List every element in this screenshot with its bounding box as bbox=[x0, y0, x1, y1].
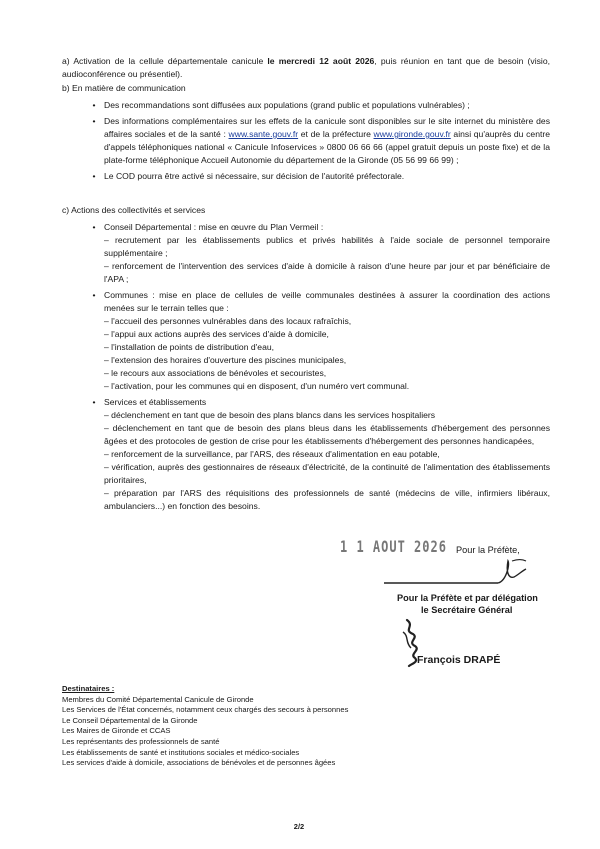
destinataire-item: Le Conseil Départemental de la Gironde bbox=[62, 715, 198, 725]
section-c-list bbox=[92, 221, 550, 513]
section-a-date: le mercredi 12 août 2026 bbox=[267, 56, 375, 66]
services-action: – déclenchement en tant que de besoin des plans blancs dans les services hospitaliers bbox=[104, 410, 436, 420]
section-b-list bbox=[92, 99, 550, 183]
destinataire-item: Membres du Comité Départemental Canicule de Gironde bbox=[62, 694, 254, 704]
for-prefect-label: Pour la Préfète, bbox=[456, 545, 520, 555]
list-item bbox=[92, 115, 550, 167]
destinataires-heading: Destinataires : bbox=[62, 684, 115, 693]
communes-action: – le recours aux associations de bénévoles et secouristes, bbox=[104, 368, 327, 378]
bullet-icon: • bbox=[92, 290, 96, 300]
delegation-line-1: Pour la Préfète et par délégation bbox=[397, 593, 538, 603]
list-item bbox=[92, 170, 550, 183]
communes-title: Communes : mise en place de cellules de veille communales destinées à assurer la coordination des actions menées sur le terrain telles que : bbox=[104, 290, 550, 313]
communes-action: – l'appui aux actions auprès des services d'aide à domicile, bbox=[104, 329, 329, 339]
destinataire-item: Les représentants des professionnels de santé bbox=[62, 736, 220, 746]
conseil-departemental-action: – recrutement par les établissements publics et privés habilités à l'aide sociale de personnel temporaire supplémentaire ; bbox=[104, 235, 550, 258]
services-title: Services et établissements bbox=[104, 397, 207, 407]
services-action: – vérification, auprès des gestionnaires de réseaux d'électricité, de la continuité de l'alimentation des établissements prioritaires, bbox=[104, 462, 550, 485]
destinataire-item: Les Maires de Gironde et CCAS bbox=[62, 726, 171, 736]
section-b-heading: b) En matière de communication bbox=[62, 83, 186, 93]
destinataire-item: Les services d'aide à domicile, associations de bénévoles et de personnes âgées bbox=[62, 758, 336, 768]
signatory-name: François DRAPÉ bbox=[417, 654, 501, 666]
bullet-icon: • bbox=[92, 100, 96, 110]
section-b-item-2-text: ainsi qu'auprès du centre d'appels téléphoniques national « Canicule Infoservices » 0800 06 66 66 (appel gratuit depuis un poste fixe) et de la plate-forme téléphonique Accueil Autonomie du département de la Gironde (05 56 99 66 99) ; bbox=[104, 129, 550, 165]
communes-action: – l'accueil des personnes vulnérables dans des locaux rafraîchis, bbox=[104, 316, 352, 326]
list-item bbox=[92, 396, 550, 513]
section-a-paragraph bbox=[62, 55, 550, 81]
services-action: – déclenchement en tant que de besoin des plans bleus dans les établissements d'hébergement des personnes âgées et des protocoles de gestion de crise pour les établissements d'hébergement des personnes handicapées, bbox=[104, 423, 550, 446]
delegation-block bbox=[397, 592, 577, 616]
list-item bbox=[92, 289, 550, 393]
destinataire-item: Les établissements de santé et institutions sociales et médico-sociales bbox=[62, 747, 300, 757]
list-item bbox=[92, 221, 550, 286]
bullet-icon: • bbox=[92, 116, 96, 126]
date-stamp-text: 1 1 AOUT 2026 bbox=[340, 537, 447, 557]
destinataire-item: Les Services de l'État concernés, notamment ceux chargés des secours à personnes bbox=[62, 705, 349, 715]
list-item bbox=[92, 99, 550, 112]
bullet-icon: • bbox=[92, 397, 96, 407]
section-a-text-end: , puis réunion en tant que de besoin (visio, audioconférence ou présentiel). bbox=[62, 56, 550, 79]
conseil-departemental-action: – renforcement de l'intervention des services d'aide à domicile à raison d'une heure par jour et par bénéficiaire de l'APA ; bbox=[104, 261, 550, 284]
section-b-item-1: Des recommandations sont diffusées aux populations (grand public et populations vulnérables) ; bbox=[104, 100, 470, 110]
services-action: – préparation par l'ARS des réquisitions des professionnels de santé (médecins de ville, infirmiers libéraux, ambulanciers...) en fonction des besoins. bbox=[104, 488, 550, 511]
communes-action: – l'activation, pour les communes qui en disposent, d'un numéro vert communal. bbox=[104, 381, 410, 391]
communes-action: – l'extension des horaires d'ouverture des piscines municipales, bbox=[104, 355, 347, 365]
gironde-gouv-link[interactable]: www.gironde.gouv.fr bbox=[373, 129, 451, 139]
bullet-icon: • bbox=[92, 222, 96, 232]
page-number: 2/2 bbox=[293, 822, 305, 831]
section-b-item-3: Le COD pourra être activé si nécessaire, sur décision de l'autorité préfectorale. bbox=[104, 171, 405, 181]
section-b-item-2-text: Des informations complémentaires sur les effets de la canicule sont disponibles sur le site internet du ministère des affaires sociales et de la santé : bbox=[104, 116, 550, 139]
sante-gouv-link[interactable]: www.sante.gouv.fr bbox=[228, 129, 299, 139]
section-c-heading: c) Actions des collectivités et services bbox=[62, 205, 206, 215]
delegation-line-2: le Secrétaire Général bbox=[421, 605, 513, 615]
section-a-text: a) Activation de la cellule départementale canicule bbox=[62, 56, 268, 66]
section-b-item-2-text: et de la préfecture bbox=[298, 129, 374, 139]
communes-action: – l'installation de points de distribution d'eau, bbox=[104, 342, 275, 352]
destinataires-block bbox=[62, 684, 522, 769]
bullet-icon: • bbox=[92, 171, 96, 181]
signature-scribble bbox=[380, 555, 570, 590]
services-action: – renforcement de la surveillance, par l'ARS, des réseaux d'alimentation en eau potable, bbox=[104, 449, 440, 459]
conseil-departemental-title: Conseil Départemental : mise en œuvre du Plan Vermeil : bbox=[104, 222, 324, 232]
